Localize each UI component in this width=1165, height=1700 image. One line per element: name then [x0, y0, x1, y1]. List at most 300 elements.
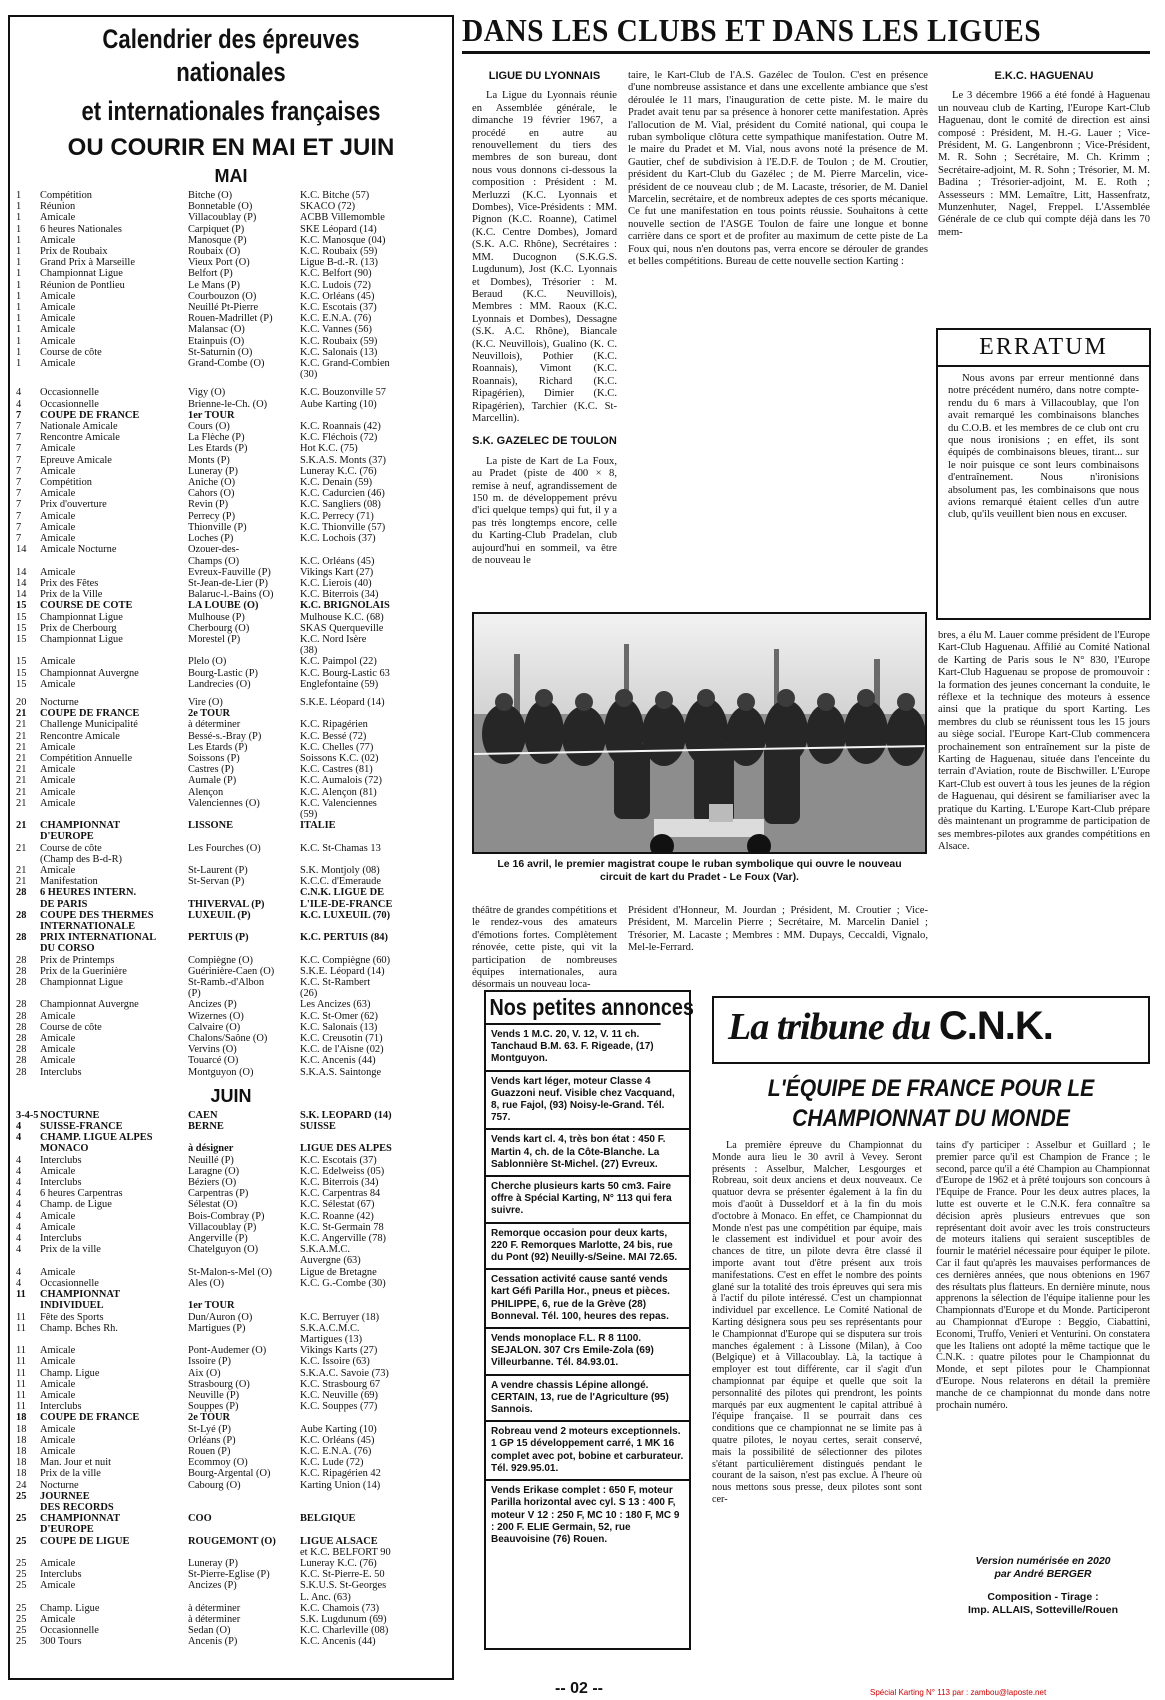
- event-place: LA LOUBE (O): [188, 600, 259, 612]
- calendar-event-row: [10, 921, 452, 932]
- event-organizer: K.C. Castres (81): [300, 764, 373, 776]
- calendar-event-row: [10, 999, 452, 1010]
- event-date: 14: [16, 544, 27, 556]
- classified-ad: Remorque occasion pour deux karts, 220 F. Remorques Marlotte, 24 bis, rue du Pont (92) Neuilly-s/Seine. MAI 72.65.: [486, 1224, 689, 1271]
- calendar-event-row: [10, 1211, 452, 1222]
- event-place: COO: [188, 1513, 212, 1525]
- event-name: Champ. de Ligue: [40, 1199, 112, 1211]
- event-place: Martigues (P): [188, 1322, 246, 1334]
- calendar-event-row: [10, 656, 452, 667]
- column-haguenau: [938, 64, 1150, 239]
- event-name: 300 Tours: [40, 1636, 82, 1648]
- credits-line-1: Version numérisée en 2020: [975, 1555, 1111, 1567]
- event-organizer: K.C. Salonais (13): [300, 346, 378, 358]
- event-date: 7: [16, 510, 22, 522]
- credits-line-2: par André BERGER: [994, 1568, 1092, 1580]
- event-date: [16, 369, 40, 380]
- event-name: Rencontre Amicale: [40, 432, 120, 444]
- event-place: [188, 854, 300, 865]
- event-name: Amicale: [40, 1033, 76, 1045]
- event-place: Revin (P): [188, 499, 229, 511]
- event-date: 21: [16, 864, 27, 876]
- event-date: 21: [16, 876, 27, 888]
- event-name: COURSE DE COTE: [40, 600, 133, 612]
- event-name: Amicale: [40, 864, 76, 876]
- event-name: Grand Prix à Marseille: [40, 257, 135, 269]
- event-date: 21: [16, 708, 27, 720]
- event-name: Prix de Cherbourg: [40, 622, 117, 634]
- event-organizer: K.C. Chamois (73): [300, 1602, 380, 1614]
- event-date: 25: [16, 1513, 27, 1525]
- event-name: Occasionnelle: [40, 387, 99, 399]
- event-name: Amicale: [40, 1557, 76, 1569]
- event-place: [188, 831, 300, 842]
- event-place: Ancenis (P): [188, 1636, 238, 1648]
- event-date: 4: [16, 1132, 22, 1144]
- column-lyonnais: [472, 64, 617, 567]
- event-date: 20: [16, 696, 27, 708]
- event-date: 4: [16, 1154, 22, 1166]
- event-place: La Flèche (P): [188, 432, 245, 444]
- event-date: [16, 1502, 40, 1513]
- calendar-event-row: [10, 1244, 452, 1255]
- event-place: Evreux-Fauville (P): [188, 566, 271, 578]
- event-date: 1: [16, 257, 22, 269]
- event-organizer: S.K.A.S. Monts (37): [300, 454, 387, 466]
- event-organizer: K.C. Roannais (42): [300, 421, 381, 433]
- event-organizer: K.C. Edelweiss (05): [300, 1165, 385, 1177]
- event-date: 1: [16, 190, 22, 201]
- event-organizer: S.K. Lugdunum (69): [300, 1613, 387, 1625]
- calendar-event-row: [10, 466, 452, 477]
- event-place: Pont-Audemer (O): [188, 1345, 267, 1357]
- event-name: Prix de la Ville: [40, 589, 103, 601]
- event-place: Laragne (O): [188, 1165, 240, 1177]
- event-date: 4: [16, 398, 22, 410]
- event-organizer: Soissons K.C. (02): [300, 752, 379, 764]
- event-name: Nocturne: [40, 1479, 79, 1491]
- event-date: 1: [16, 302, 22, 314]
- inauguration-text: taire, le Kart-Club de l'A.S. Gazélec de Toulon. C'est en présence d'une nombreuse assistance et dans une excellente ambiance que s'est déroulée le 11 mars, l'inauguration de cette piste. M. le maire du Pradet avait tenu par sa présence à honorer cette manifestation. Après l'allocution de M. Vial, président du Comité national, qui coupa le ruban symbolique clôtura cette sympathique manifestation. Outre M. le maire du Pradet et M. Vial, nous avons noté la présence de M. Gautier, chef de subdivision à l'E.D.F. de Toulon ; de M. Croutier, président du Kart-Club du Gazélec ; de M. Pierre Marcelin, vice-président de ce nouveau club ; de M. Lacaste, trésorier, de M. Daniel Marcelin, secrétaire, et de nombreux adeptes de ces sports mécanique. Ce fut une manifestation en tous points réussie. Souhaitons à cette nouvelle section de l'ASGE Toulon de faire une longue et bonne carrière dans ce sport et de profiter au maximum de cette piste de La Foux qui, nous n'en doutons pas, verra encore se dérouler de grandes et belles compétitions. Bureau de cette nouvelle section Karting :: [628, 70, 928, 268]
- event-place: [188, 921, 300, 932]
- event-place: Grand-Combe (O): [188, 358, 265, 370]
- calendar-event-row: [10, 1044, 452, 1055]
- event-date: 28: [16, 887, 27, 899]
- event-place: Thionville (P): [188, 521, 247, 533]
- event-date: 1: [16, 246, 22, 258]
- calendar-panel: [8, 15, 454, 1680]
- event-name: INTERNATIONALE: [40, 921, 136, 932]
- event-name: CHAMP. LIGUE ALPES: [40, 1132, 153, 1144]
- event-place: Chalons/Saône (O): [188, 1033, 268, 1045]
- event-name: Amicale: [40, 797, 76, 809]
- calendar-event-row: [10, 224, 452, 235]
- event-organizer: L'ILE-DE-FRANCE: [300, 898, 393, 910]
- event-organizer: Auvergne (63): [300, 1255, 361, 1267]
- event-date: 3-4-5: [16, 1109, 39, 1121]
- calendar-event-row: [10, 679, 452, 690]
- event-date: 28: [16, 1055, 27, 1067]
- event-name: Amicale: [40, 1445, 76, 1457]
- event-date: 21: [16, 719, 27, 731]
- calendar-event-row: [10, 1199, 452, 1210]
- event-date: 1: [16, 313, 22, 325]
- event-name: NOCTURNE: [40, 1109, 100, 1121]
- calendar-event-row: [10, 932, 452, 943]
- event-place: Ecommoy (O): [188, 1457, 248, 1469]
- event-date: 15: [16, 622, 27, 634]
- event-organizer: ITALIE: [300, 820, 336, 832]
- event-name: Interclubs: [40, 1233, 82, 1245]
- calendar-event-row: [10, 1222, 452, 1233]
- calendar-event-row: [10, 1536, 452, 1547]
- event-date: 1: [16, 201, 22, 213]
- event-place: Valenciennes (O): [188, 797, 260, 809]
- event-name: D'EUROPE: [40, 831, 94, 843]
- column-inauguration: [628, 70, 928, 269]
- event-date: 7: [16, 432, 22, 444]
- footer-note: Spécial Karting N° 113 par : zambou@laposte.net: [870, 1688, 1047, 1697]
- classified-ad: Vends kart léger, moteur Classe 4 Guazzoni neuf. Visible chez Vacquand, 8, rue Fajol, (93) Noisy-le-Grand. Tél. 757.: [486, 1072, 689, 1131]
- event-place: Neuillé Pt-Pierre: [188, 302, 259, 314]
- event-place: [188, 645, 300, 656]
- event-name: JOURNEE: [40, 1490, 90, 1502]
- event-organizer: SKACO (72): [300, 201, 356, 213]
- calendar-event-row: [10, 843, 452, 854]
- event-date: 21: [16, 786, 27, 798]
- event-place: Le Mans (P): [188, 279, 240, 291]
- event-organizer: K.C. Manosque (04): [300, 234, 386, 246]
- event-name: [40, 1592, 188, 1603]
- event-place: [188, 1524, 300, 1535]
- event-organizer: K.C. Bitche (57): [300, 190, 370, 201]
- event-organizer: LIGUE ALSACE: [300, 1535, 378, 1547]
- event-organizer: [300, 1502, 442, 1513]
- event-name: Amicale: [40, 1423, 76, 1435]
- gazelec-continued: [472, 905, 617, 992]
- event-name: COUPE DE FRANCE: [40, 708, 140, 720]
- event-name: Amicale: [40, 1010, 76, 1022]
- event-name: [40, 988, 188, 999]
- event-organizer: S.K.E. Léopard (14): [300, 696, 385, 708]
- event-date: 28: [16, 1010, 27, 1022]
- event-place: Castres (P): [188, 764, 234, 776]
- event-place: Dun/Auron (O): [188, 1311, 253, 1323]
- event-date: 4: [16, 1221, 22, 1233]
- event-place: à désigner: [188, 1143, 234, 1155]
- event-place: Strasbourg (O): [188, 1378, 250, 1390]
- event-date: 11: [16, 1345, 27, 1357]
- event-place: [188, 887, 300, 898]
- calendar-event-row: [10, 1233, 452, 1244]
- section-title: DANS LES CLUBS ET DANS LES LIGUES: [462, 12, 1042, 48]
- event-date: [16, 899, 40, 910]
- event-name: Amicale: [40, 358, 76, 370]
- event-name: COUPE DE FRANCE: [40, 409, 140, 421]
- calendar-title-2: et internationales françaises: [81, 96, 381, 126]
- event-place: Bonnetable (O): [188, 201, 253, 213]
- event-organizer: SKAS Querqueville: [300, 622, 384, 634]
- event-place: Les Etards (P): [188, 741, 248, 753]
- haguenau-text-2: bres, a élu M. Lauer comme président de l'Europe Kart-Club Haguenau. Affilié au Comité National de Karting de Paris sous le N° 830, l'Europe Kart-Club Haguenau se propose de promouvoir : la formation des jeunes concernant la conduite, le réflexe et la technique des moteurs à essence ainsi que la pratique du sport Karting. Les membres du club se réunissent tous les 15 jours au siège social. l'Europe Kart-Club commencera prochainement son entraînement sur la piste de Karting de Haguenau, située dans l'enceinte du terrain d'Aviation, route de Bischwiller. L'Europe Kart-Club est ouvert à tous les jeunes de la région de Haguenau, qui désirent se familiariser avec la pratique du Karting. L'Europe Kart-Club prépare dès maintenant un programme de participation de ses membres-pilotes aux grandes compétitions en Alsace.: [938, 630, 1150, 852]
- event-name: Amicale: [40, 335, 76, 347]
- calendar-spacer: [10, 690, 452, 697]
- calendar-event-row: [10, 1491, 452, 1502]
- calendar-event-row: [10, 589, 452, 600]
- event-name: Compétition: [40, 477, 92, 489]
- calendar-event-row: [10, 1513, 452, 1524]
- event-name: CHAMPIONNAT: [40, 1289, 121, 1301]
- classified-ad: Vends 1 M.C. 20, V. 12, V. 11 ch. Tanchaud B.M. 63. F. Rigeade, (17) Montguyon.: [486, 1025, 689, 1072]
- calendar-event-row: [10, 302, 452, 313]
- event-name: Rencontre Amicale: [40, 730, 120, 742]
- event-organizer: S.K.A.M.C.: [300, 1244, 350, 1256]
- event-organizer: S.K.A.S. Saintonge: [300, 1066, 382, 1078]
- event-name: Amicale: [40, 302, 76, 314]
- calendar-event-row: [10, 645, 452, 656]
- event-name: Championnat Auvergne: [40, 999, 139, 1011]
- calendar-title-1: Calendrier des épreuves nationales: [102, 24, 360, 87]
- calendar-event-row: [10, 876, 452, 887]
- calendar-subtitle: OU COURIR EN MAI ET JUIN: [67, 134, 395, 161]
- event-organizer: K.C. Denain (59): [300, 477, 373, 489]
- event-name: [40, 556, 188, 567]
- event-place: Courbouzon (O): [188, 290, 257, 302]
- event-organizer: K.C. Fléchois (72): [300, 432, 378, 444]
- event-organizer: (38): [300, 645, 318, 657]
- event-place: Aniche (O): [188, 477, 236, 489]
- erratum-body: [938, 367, 1149, 528]
- event-place: Roubaix (O): [188, 246, 241, 258]
- event-name: COUPE DE LIGUE: [40, 1535, 130, 1547]
- event-place: LUXEUIL (P): [188, 909, 251, 921]
- event-organizer: L. Anc. (63): [300, 1591, 351, 1603]
- event-place: [188, 1592, 300, 1603]
- event-organizer: [300, 943, 442, 954]
- calendar-event-row: [10, 1401, 452, 1412]
- calendar-event-row: [10, 600, 452, 611]
- calendar-event-row: [10, 268, 452, 279]
- event-name: Occasionnelle: [40, 1625, 99, 1637]
- event-organizer: K.C. Lierois (40): [300, 577, 372, 589]
- event-organizer: K.C. Nord Isère: [300, 633, 367, 645]
- calendar-event-row: [10, 1457, 452, 1468]
- event-organizer: S.K.E. Léopard (14): [300, 965, 385, 977]
- event-date: 1: [16, 358, 22, 370]
- calendar-event-row: [10, 1502, 452, 1513]
- event-date: 4: [16, 1266, 22, 1278]
- event-place: 2e TOUR: [188, 708, 231, 720]
- event-organizer: Aube Karting (10): [300, 398, 377, 410]
- event-place: LISSONE: [188, 820, 234, 832]
- calendar-event-row: [10, 499, 452, 510]
- event-place: St-Malon-s-Mel (O): [188, 1266, 272, 1278]
- month-june-label: JUIN: [210, 1085, 252, 1106]
- event-organizer: K.C. Ludois (72): [300, 279, 371, 291]
- event-date: 21: [16, 764, 27, 776]
- event-organizer: Luneray K.C. (76): [300, 1557, 377, 1569]
- event-organizer: (59): [300, 808, 318, 820]
- event-date: 11: [16, 1389, 27, 1401]
- calendar-event-row: [10, 831, 452, 842]
- event-place: Carpiquet (P): [188, 223, 245, 235]
- event-name: Amicale: [40, 741, 76, 753]
- event-organizer: K.C. BRIGNOLAIS: [300, 600, 390, 612]
- calendar-event-row: [10, 988, 452, 999]
- calendar-event-row: [10, 887, 452, 898]
- event-place: Ozouer-des-: [188, 544, 240, 556]
- event-name: PRIX INTERNATIONAL: [40, 932, 157, 944]
- calendar-event-row: [10, 1412, 452, 1423]
- event-organizer: S.K. LEOPARD (14): [300, 1109, 392, 1121]
- event-date: 11: [16, 1311, 27, 1323]
- event-date: [16, 988, 40, 999]
- event-name: DES RECORDS: [40, 1501, 114, 1513]
- event-place: Ales (O): [188, 1277, 225, 1289]
- event-name: Occasionnelle: [40, 398, 99, 410]
- event-place: Bourg-Lastic (P): [188, 667, 258, 679]
- event-date: 28: [16, 999, 27, 1011]
- event-place: Brienne-le-Ch. (O): [188, 398, 268, 410]
- event-organizer: K.C. Angerville (78): [300, 1233, 386, 1245]
- event-name: Amicale: [40, 764, 76, 776]
- calendar-event-row: [10, 634, 452, 645]
- event-place: Cours (O): [188, 421, 230, 433]
- event-date: 25: [16, 1613, 27, 1625]
- calendar-event-row: [10, 1289, 452, 1300]
- event-name: Course de côte: [40, 842, 102, 854]
- event-date: 25: [16, 1490, 27, 1502]
- calendar-event-row: [10, 955, 452, 966]
- event-organizer: SKE Léopard (14): [300, 223, 377, 235]
- event-organizer: Hot K.C. (75): [300, 443, 358, 455]
- event-date: 25: [16, 1625, 27, 1637]
- event-organizer: K.C. St-Chamas 13: [300, 842, 381, 854]
- haguenau-continued: [938, 630, 1150, 853]
- event-place: Vieux Port (O): [188, 257, 250, 269]
- event-place: Plelo (O): [188, 656, 227, 668]
- event-date: 14: [16, 577, 27, 589]
- event-organizer: K.C. Cadurcien (46): [300, 488, 385, 500]
- event-date: [16, 645, 40, 656]
- classified-ad: A vendre chassis Lépine allongé. CERTAIN, 13, rue de l'Agriculture (95) Sannois.: [486, 1376, 689, 1423]
- event-place: [188, 809, 300, 820]
- event-date: [16, 1143, 40, 1154]
- event-organizer: [300, 544, 442, 555]
- event-place: Neuville (P): [188, 1389, 240, 1401]
- event-name: [40, 1255, 188, 1266]
- event-name: Prix de la ville: [40, 1244, 101, 1256]
- classified-ad: Vends kart cl. 4, très bon état : 450 F. Martin 4, ch. de la Côte-Blanche. La Sablonnière St-Michel. (27) Evreux.: [486, 1130, 689, 1177]
- credits-line-3: Composition - Tirage :: [987, 1591, 1099, 1603]
- event-place: Neuillé (P): [188, 1154, 234, 1166]
- bureau-text: Président d'Honneur, M. Jourdan ; Président, M. Croutier ; Vice-Président, M. Marcelin Pierre ; Secrétaire, M. Marcelin Daniel ; Trésorier, M. Lacaste ; Membres : MM. Dupays, Ceccaldi, Vignalo, Mel-le-Ferrard.: [628, 905, 928, 954]
- calendar-event-row: [10, 432, 452, 443]
- event-place: St-Lyé (P): [188, 1423, 232, 1435]
- event-name: Manifestation: [40, 876, 98, 888]
- event-date: 21: [16, 752, 27, 764]
- event-date: 15: [16, 600, 27, 612]
- event-date: 4: [16, 1210, 22, 1222]
- calendar-event-row: [10, 324, 452, 335]
- calendar-event-row: [10, 488, 452, 499]
- event-organizer: K.C. St-Omer (62): [300, 1010, 378, 1022]
- cnk-logo: [714, 998, 1148, 1055]
- event-place: PERTUIS (P): [188, 932, 249, 944]
- event-organizer: BELGIQUE: [300, 1513, 356, 1525]
- event-date: [16, 854, 40, 865]
- event-date: 15: [16, 656, 27, 668]
- event-name: Amicale: [40, 1389, 76, 1401]
- calendar-event-row: [10, 1468, 452, 1479]
- event-organizer: K.C. Biterrois (34): [300, 1177, 379, 1189]
- event-date: 7: [16, 488, 22, 500]
- event-place: St-Pierre-Eglise (P): [188, 1569, 270, 1581]
- event-organizer: Karting Union (14): [300, 1479, 381, 1491]
- cnk-headline: L'ÉQUIPE DE FRANCE POUR LE CHAMPIONNAT DU MONDE: [767, 1075, 1095, 1132]
- calendar-event-row: [10, 1446, 452, 1457]
- event-place: Mulhouse (P): [188, 611, 245, 623]
- event-name: DE PARIS: [40, 898, 88, 910]
- event-name: Amicale: [40, 1044, 76, 1056]
- calendar-event-row: [10, 719, 452, 730]
- event-organizer: K.C. LUXEUIL (70): [300, 909, 391, 921]
- event-date: 15: [16, 678, 27, 690]
- event-organizer: K.C. Bessé (72): [300, 730, 367, 742]
- event-place: Cahors (O): [188, 488, 235, 500]
- calendar-event-row: [10, 336, 452, 347]
- event-organizer: (26): [300, 988, 318, 1000]
- event-organizer: K.C. Orléans (45): [300, 290, 375, 302]
- event-name: Réunion de Pontlieu: [40, 279, 125, 291]
- calendar-event-row: [10, 742, 452, 753]
- calendar-event-row: [10, 775, 452, 786]
- calendar-event-row: [10, 910, 452, 921]
- event-organizer: [300, 1300, 442, 1311]
- event-organizer: [300, 831, 442, 842]
- calendar-event-row: [10, 511, 452, 522]
- event-organizer: Vikings Karts (27): [300, 1345, 378, 1357]
- event-organizer: S.K.A.C.M.C.: [300, 1322, 360, 1334]
- event-date: 1: [16, 212, 22, 224]
- calendar-event-row: [10, 1300, 452, 1311]
- june-event-list: [10, 1110, 452, 1648]
- event-organizer: S.K.A.C. Savoie (73): [300, 1367, 389, 1379]
- haguenau-text: Le 3 décembre 1966 a été fondé à Haguenau un nouveau club de Karting, l'Europe Kart-Club Haguenau, dont le comité de direction est ainsi composé : Président, M. H.-G. Lauer ; Vice-Président, M. G. Langenbronn ; Vice-Président, M. R. Sohn ; Secrétaire, M. Ch. Krimm ; Secrétaire-adjoint, M. R. Sohn ; Trésorier, M. M. Badina ; Trésorier-adjoint, M. E. Roth ; Assesseurs : MM. Lemaître, Litt, Hassenfratz, Munzenhuter, Nagel, Freppel. L'Assemblée Générale de ce club qui compte déjà dans les 70 mem-: [938, 90, 1150, 238]
- calendar-event-row: [10, 257, 452, 268]
- event-name: CHAMPIONNAT: [40, 820, 121, 832]
- calendar-event-row: [10, 533, 452, 544]
- calendar-event-row: [10, 623, 452, 634]
- event-name: Championnat Ligue: [40, 268, 123, 280]
- event-date: 11: [16, 1367, 27, 1379]
- event-name: Amicale Nocturne: [40, 544, 117, 556]
- calendar-event-row: [10, 347, 452, 358]
- event-place: à déterminer: [188, 1602, 241, 1614]
- cnk-logo-mark: C.N.K.: [938, 1004, 1053, 1048]
- event-organizer: K.C. Escotais (37): [300, 1154, 377, 1166]
- cnk-text-2: tains d'y participer : Asselbur et Guillard ; le premier parce qu'il est Champion de France ; le second, parce qu'il a été Champion au Championnat d'Europe de 1962 et à prêté toujours son concours à l'Equipe de France. Pour les deux autres places, la lutte est ouverte et le C.N.K. fera connaître sa décision après plusieurs entrevues que son représentant doit avoir avec les trois constructeurs de moteurs italiens qui seraient susceptibles de fournir le matériel nécessaire pour équiper le pilote. Car il faut qu'après les mauvaises performances de ces dernières années, que nous obtenions en 1967 des résultats plus flatteurs. En dernière minute, nous apprenons la sélection de l'équipe italienne pour les Championnats d'Europe et du Monde. Participeront au Championnat d'Europe : Beggio, Ciabattini, Economi, Truffo, Venieri et Venturini. On constatera que les Italiens ont adopté la même tactique que le C.N.K. : quatre pilotes pour le Championnat du Monde, et sept pilotes pour le Championnat d'Europe. Nous relaterons en détail la première manche de ce championnat du monde dans notre prochain numéro.: [936, 1140, 1150, 1411]
- event-date: [16, 1255, 40, 1266]
- calendar-event-row: [10, 668, 452, 679]
- event-name: Amicale: [40, 775, 76, 787]
- event-name: Champ. Ligue: [40, 1602, 100, 1614]
- lyonnais-text: La Ligue du Lyonnais réunie en Assemblée générale, le dimanche 19 février 1967, a procédé en autre au renouvellement du tiers des membres de son bureau, dont nous vous donnons ci-dessous la composition : Président : M. Merluzzi (K.C. Lyonnais et Dombes), Vice-Présidents : MM. Pignon (K.C. Roanne), Catimel (K.C. Centre Dombes), Jomard (S.K. A.C. Rhône), Secrétaires : MM. Ducognon (S.K.G.S. Lugdunum), Jost (K.C. Lyonnais et Dombes), Trésorier : M. Beraud (K.C. Neuvillois), Membres : MM. Raoux (K.C. Lyonnais et Dombes), Dessagne (S.K. A.C. Rhône), Biancale (K.C. Neuvillois), Gualino (K. C. Neuvillois), Pothier (K.C. Roannais), Vimont (K.C. Roannais), Richard (K.C. Ripagérien), Dimier (K.C. Ripagérien), Tarchier (K.C. St-Marcellin).: [472, 90, 617, 424]
- event-date: 11: [16, 1401, 27, 1413]
- event-organizer: Aube Karting (10): [300, 1423, 377, 1435]
- calendar-event-row: [10, 1121, 452, 1132]
- calendar-event-row: [10, 966, 452, 977]
